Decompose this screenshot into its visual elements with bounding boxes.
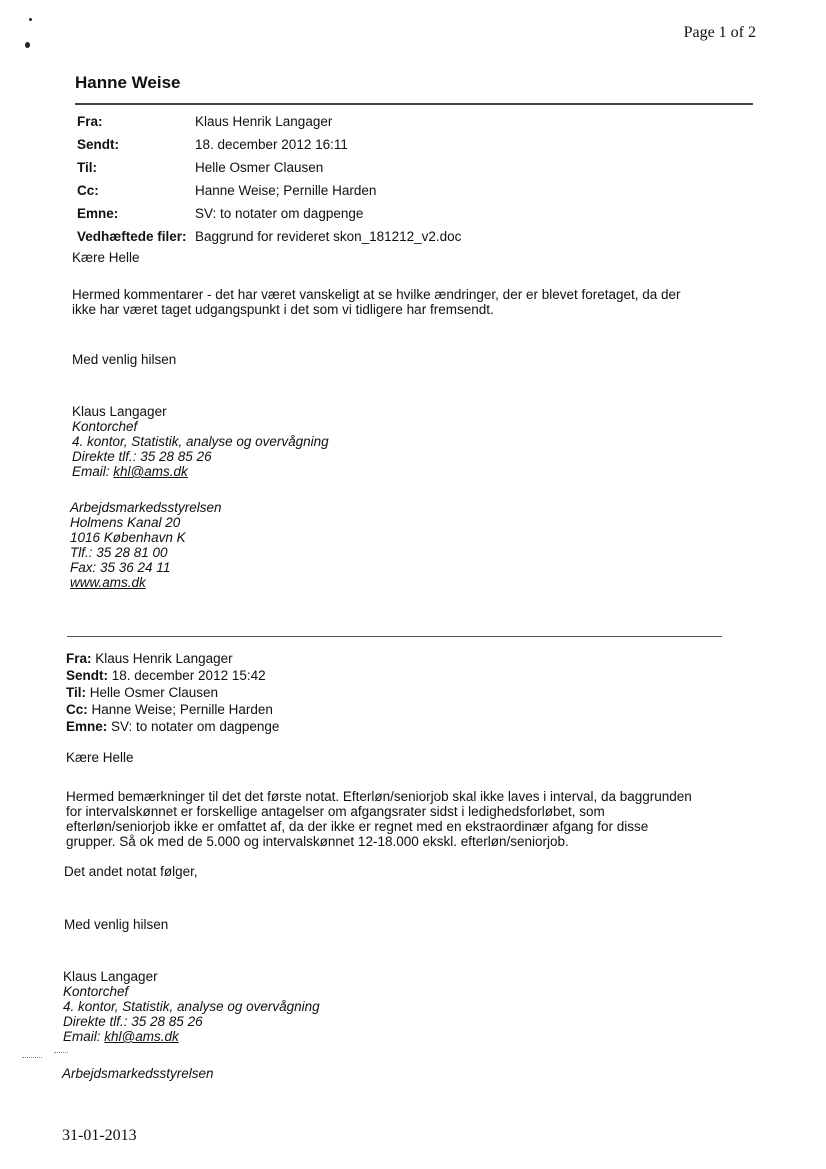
signature-1 — [72, 404, 329, 479]
closing-1: Med venlig hilsen — [72, 352, 177, 367]
sig-title: Kontorchef — [72, 419, 138, 434]
followup-2: Det andet notat følger, — [64, 864, 198, 879]
attachments-label: Vedhæftede filer: — [77, 229, 187, 244]
sig2-email-prefix: Email: — [63, 1029, 105, 1044]
attachment-link[interactable]: Baggrund for revideret skon_181212_v2.doc — [195, 229, 462, 244]
q-subject-label: Emne: — [66, 719, 108, 734]
organization-2: Arbejdsmarkedsstyrelsen — [62, 1066, 214, 1081]
sig2-email-link[interactable]: khl@ams.dk — [104, 1029, 179, 1044]
q-to-value: Helle Osmer Clausen — [86, 685, 219, 700]
body1-line: ikke har været taget udgangspunkt i det som vi tidligere har fremsendt. — [72, 302, 494, 317]
org-tel: Tlf.: 35 28 81 00 — [70, 545, 168, 560]
signature-2 — [63, 969, 320, 1044]
sig-name: Klaus Langager — [72, 404, 167, 419]
org-name: Arbejdsmarkedsstyrelsen — [70, 500, 222, 515]
org-web-link[interactable]: www.ams.dk — [70, 575, 146, 590]
scan-stray-mark — [22, 1057, 42, 1058]
q-cc-value: Hanne Weise; Pernille Harden — [87, 702, 273, 717]
q-sent-value: 18. december 2012 15:42 — [108, 668, 266, 683]
quote-separator — [67, 636, 722, 637]
q-to-label: Til: — [66, 685, 86, 700]
sig2-title: Kontorchef — [63, 984, 129, 999]
q-subject-value: SV: to notater om dagpenge — [107, 719, 280, 734]
closing-2: Med venlig hilsen — [64, 917, 169, 932]
greeting-1: Kære Helle — [72, 250, 140, 265]
header-rule — [75, 103, 753, 105]
organization-1 — [70, 500, 222, 590]
sig2-office: 4. kontor, Statistik, analyse og overvågning — [63, 999, 320, 1014]
subject-label: Emne: — [77, 206, 119, 221]
subject-value: SV: to notater om dagpenge — [195, 206, 364, 221]
q-from-label: Fra: — [66, 651, 92, 666]
q-sent-label: Sendt: — [66, 668, 108, 683]
message-body-1 — [72, 287, 681, 317]
page-number: Page 1 of 2 — [683, 24, 756, 41]
message-body-2 — [66, 789, 692, 849]
mailbox-owner: Hanne Weise — [75, 73, 181, 92]
scan-speck-1 — [29, 18, 32, 21]
sig-email-prefix: Email: — [72, 464, 114, 479]
cc-value: Hanne Weise; Pernille Harden — [195, 183, 377, 198]
sig-phone-prefix: Direkte tlf.: — [72, 449, 141, 464]
cc-label: Cc: — [77, 183, 99, 198]
to-label: Til: — [77, 160, 97, 175]
sig-email-link[interactable]: khl@ams.dk — [113, 464, 188, 479]
body2-line: grupper. Så ok med de 5.000 og intervalskønnet 12-18.000 ekskl. efterløn/seniorjob. — [66, 834, 569, 849]
body2-line: for intervalskønnet er forskellige antagelser om afgangsrater sidst i ledighedsforløbet, som — [66, 804, 605, 819]
sig2-phone-prefix: Direkte tlf.: — [63, 1014, 132, 1029]
footer-date: 31-01-2013 — [62, 1127, 137, 1144]
org-city: 1016 København K — [70, 530, 186, 545]
body2-line: Hermed bemærkninger til det det første notat. Efterløn/seniorjob skal ikke laves i interval, da baggrunden — [66, 789, 692, 804]
to-value: Helle Osmer Clausen — [195, 160, 324, 175]
sig2-phone: 35 28 85 26 — [131, 1014, 203, 1029]
from-value: Klaus Henrik Langager — [195, 114, 333, 129]
body2-line: efterløn/seniorjob ikke er omfattet af, da der ikke er regnet med en ekstraordinær afgang for disse — [66, 819, 649, 834]
org-fax: Fax: 35 36 24 11 — [70, 560, 171, 575]
quoted-header — [66, 651, 279, 734]
sent-value: 18. december 2012 16:11 — [195, 137, 348, 152]
greeting-2: Kære Helle — [66, 750, 134, 765]
sig-office: 4. kontor, Statistik, analyse og overvågning — [72, 434, 329, 449]
scan-stray-mark — [54, 1052, 68, 1053]
scan-speck-2 — [25, 42, 30, 48]
from-label: Fra: — [77, 114, 103, 129]
sig-phone: 35 28 85 26 — [140, 449, 212, 464]
org-street: Holmens Kanal 20 — [70, 515, 181, 530]
sig2-name: Klaus Langager — [63, 969, 158, 984]
q-cc-label: Cc: — [66, 702, 88, 717]
body1-line: Hermed kommentarer - det har været vanskeligt at se hvilke ændringer, der er blevet foretaget, da der — [72, 287, 681, 302]
q-from-value: Klaus Henrik Langager — [91, 651, 233, 666]
sent-label: Sendt: — [77, 137, 119, 152]
